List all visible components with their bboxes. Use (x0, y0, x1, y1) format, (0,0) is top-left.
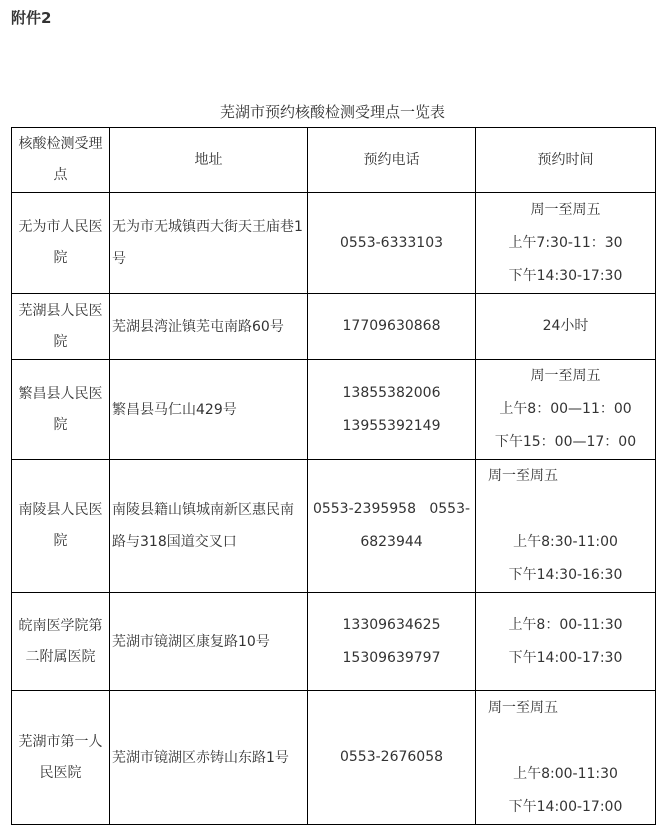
phone-number: 0553-6333103 (339, 234, 444, 251)
table-row (12, 193, 656, 294)
time-line: 周一至周五 (530, 368, 601, 384)
time-line: 24小时 (542, 318, 589, 334)
site-address: 繁昌县马仁山429号 (110, 360, 308, 460)
table-row (12, 294, 656, 360)
time-line: 上午8：00—11：00 (499, 401, 632, 417)
phone-number: 15309639797 (342, 649, 441, 666)
site-time (476, 593, 656, 691)
header-phone (308, 128, 476, 193)
table-header-row (12, 128, 656, 193)
time-line: 下午14:00-17:30 (508, 649, 623, 666)
page-title: 芜湖市预约核酸检测受理点一览表 (219, 103, 445, 121)
site-address: 芜湖县湾沚镇芜屯南路60号 (110, 294, 308, 360)
site-address: 南陵县籍山镇城南新区惠民南路与318国道交叉口 (110, 460, 308, 593)
testing-sites-table (11, 127, 656, 825)
site-address: 无为市无城镇西大街天王庙巷1号 (110, 193, 308, 294)
phone-number: 17709630868 (342, 318, 441, 334)
site-phone (308, 193, 476, 294)
site-phone (308, 294, 476, 360)
time-line: 上午7:30-11：30 (508, 234, 623, 251)
header-time (476, 128, 656, 193)
site-address: 芜湖市镜湖区赤铸山东路1号 (110, 691, 308, 825)
time-line: 下午15：00—17：00 (494, 434, 637, 450)
site-time (476, 691, 656, 825)
site-phone (308, 360, 476, 460)
site-name: 皖南医学院第二附属医院 (12, 593, 110, 691)
header-address-label: 地址 (194, 152, 223, 168)
phone-number: 13309634625 (342, 616, 441, 633)
time-line (478, 493, 653, 526)
phone-number: 13855382006 (342, 384, 441, 401)
site-address: 芜湖市镜湖区康复路10号 (110, 593, 308, 691)
table-row (12, 593, 656, 691)
time-line: 上午8：00-11:30 (508, 616, 623, 633)
site-time (476, 294, 656, 360)
phone-number: 0553-2676058 (339, 749, 444, 765)
attachment-label: 附件2 (11, 9, 52, 27)
time-line: 周一至周五 (530, 201, 601, 218)
site-name: 繁昌县人民医院 (12, 360, 110, 460)
phone-number: 0553-6823944 (360, 501, 471, 550)
table-row (12, 460, 656, 593)
site-name: 南陵县人民医院 (12, 460, 110, 593)
site-time (476, 193, 656, 294)
time-line: 下午14:30-16:30 (508, 567, 623, 583)
site-name: 芜湖县人民医院 (12, 294, 110, 360)
site-time (476, 460, 656, 593)
time-line: 上午8:30-11:00 (513, 534, 618, 550)
time-line: 周一至周五 (488, 699, 558, 716)
table-row (12, 360, 656, 460)
header-time-label: 预约时间 (537, 151, 594, 168)
table-row (12, 691, 656, 825)
site-name: 无为市人民医院 (12, 193, 110, 294)
header-site-label: 核酸检测受理点 (18, 136, 103, 183)
header-site (12, 128, 110, 193)
phone-number: 0553-2395958 (312, 501, 416, 517)
time-line (478, 725, 653, 758)
site-phone (308, 691, 476, 825)
phone-number: 13955392149 (342, 417, 441, 434)
time-line: 下午14:00-17:00 (508, 798, 623, 815)
site-phone (308, 460, 476, 593)
time-line: 周一至周五 (488, 468, 558, 484)
time-line: 下午14:30-17:30 (508, 267, 623, 284)
site-name: 芜湖市第一人民医院 (12, 691, 110, 825)
header-address (110, 128, 308, 193)
time-line: 上午8:00-11:30 (513, 765, 618, 782)
header-phone-label: 预约电话 (363, 151, 420, 168)
site-time (476, 360, 656, 460)
site-phone (308, 593, 476, 691)
